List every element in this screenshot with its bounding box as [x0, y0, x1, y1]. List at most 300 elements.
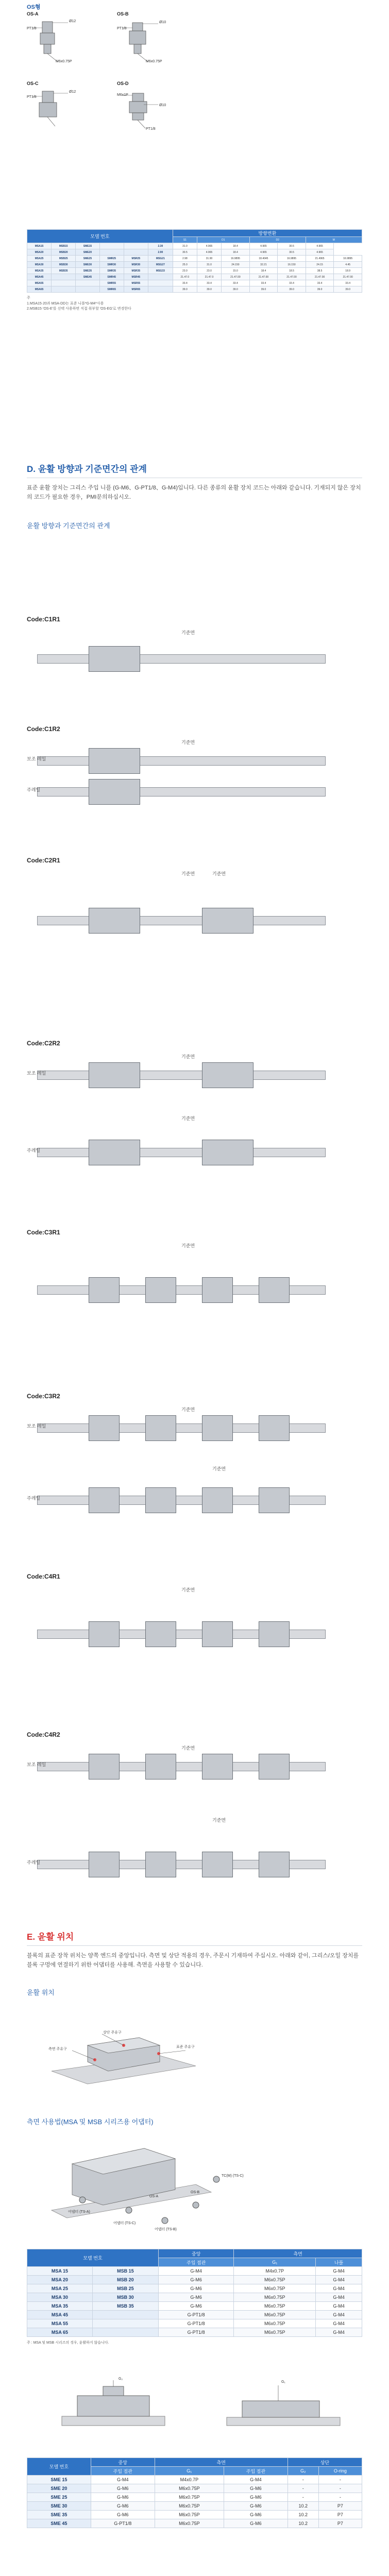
block	[202, 1140, 253, 1165]
model-cell	[52, 286, 76, 293]
table-cell: 15.0	[222, 268, 250, 274]
model-cell: MSB30	[52, 262, 76, 268]
block	[202, 1852, 233, 1877]
top-lube-drawing	[41, 2375, 350, 2447]
model-cell: SME 25	[27, 2493, 91, 2502]
col-header: G₁	[234, 2258, 316, 2267]
fitting-name: OS-D	[117, 81, 129, 86]
position-label: 측면 주유구	[48, 2047, 67, 2051]
model-cell	[76, 280, 99, 286]
table-cell: 33.4	[197, 280, 221, 286]
fitting-label: M6x0.75P	[56, 60, 72, 63]
table-cell: 30.5	[278, 243, 306, 249]
model-cell: MSB15	[52, 243, 76, 249]
block	[89, 908, 140, 934]
table-cell: G-M4	[316, 2267, 362, 2276]
block	[202, 1621, 233, 1647]
model-cell: MSB 30	[92, 2293, 158, 2302]
table-row	[27, 256, 362, 262]
block	[259, 1852, 290, 1877]
col-header: 측면	[155, 2458, 287, 2467]
table-cell: 18.4	[222, 249, 250, 256]
model-cell: MSA20	[27, 249, 52, 256]
dimension-table	[27, 229, 362, 312]
model-cell: SME45	[76, 274, 99, 280]
table-cell: 18.9	[334, 268, 362, 274]
table-row	[27, 2519, 362, 2528]
table-cell: 18.5	[278, 268, 306, 274]
block	[202, 908, 253, 934]
model-cell: MSR45	[124, 274, 148, 280]
model-cell	[52, 274, 76, 280]
table-cell: M6x0.75P	[234, 2302, 316, 2311]
table-cell: 30.5	[278, 249, 306, 256]
fitting-name: OS-C	[27, 81, 39, 86]
reference-face-label: 기준면	[212, 1466, 226, 1471]
fitting-name: OS-A	[27, 11, 39, 16]
fitting-os-a	[27, 11, 89, 71]
col-header: G₂	[287, 2467, 318, 2476]
table-cell: M4x0.7P	[234, 2267, 316, 2276]
reference-face-label: 기준면	[181, 1054, 195, 1059]
model-cell: MSB 35	[92, 2302, 158, 2311]
table-cell: 16.9895	[278, 256, 306, 262]
dim-label: G₁	[281, 2380, 285, 2384]
table-cell: 21.47.00	[278, 274, 306, 280]
lube-position-subtitle: 윤활 위치	[27, 1989, 55, 1997]
lube-table-sme	[27, 2458, 362, 2528]
table-cell: 39.0	[249, 286, 278, 293]
table-cell: 39.0	[306, 286, 334, 293]
adapter-label: OS-B	[191, 2191, 200, 2194]
block	[145, 1754, 176, 1780]
fitting-label: PT1/8	[117, 27, 127, 30]
table-cell: G-PT1/8	[159, 2319, 234, 2328]
model-cell	[148, 280, 173, 286]
table-cell: 31.0	[173, 243, 197, 249]
model-cell: MSA 45	[27, 2311, 93, 2319]
table-row	[27, 2476, 362, 2484]
code-diagram	[27, 725, 362, 823]
table-cell: M6x0.75P	[155, 2493, 224, 2502]
fitting-label: PT1/8	[27, 95, 37, 99]
table-cell: G-M6	[159, 2302, 234, 2311]
model-cell	[99, 249, 124, 256]
table-cell: G-M6	[224, 2502, 288, 2511]
position-label: 표준 주유구	[176, 2045, 195, 2049]
table-cell: G-M6	[224, 2484, 288, 2493]
col-header-model: 모델 번호	[27, 2458, 91, 2476]
block	[259, 1487, 290, 1513]
table-row	[27, 2511, 362, 2519]
adapter-label: 어댑터 (TS-A)	[68, 2210, 90, 2214]
model-cell: SMR25	[99, 256, 124, 262]
table-cell: G-PT1/8	[159, 2311, 234, 2319]
table-cell: 23.0	[173, 268, 197, 274]
table-row	[27, 268, 362, 274]
table-cell: M6x0.75P	[234, 2311, 316, 2319]
model-cell: MSR30	[124, 262, 148, 268]
table-row	[27, 274, 362, 280]
block	[202, 1754, 233, 1780]
reference-face-label: 기준면	[181, 630, 195, 635]
table-cell: P7	[318, 2502, 362, 2511]
table-note: 주 : MSA 및 MSB 시리즈의 경우, 윤활하지 않습니다.	[27, 2341, 109, 2345]
table-cell: 39.0	[173, 286, 197, 293]
fitting-label: M6x1P	[117, 93, 128, 97]
model-cell: MSA25	[27, 256, 52, 262]
block	[145, 1621, 176, 1647]
reference-face-label: 기준면	[181, 740, 195, 745]
model-cell: MSA15	[27, 243, 52, 249]
code-title: Code:C3R1	[27, 1229, 60, 1236]
table-row	[27, 2267, 362, 2276]
model-cell: SME 15	[27, 2476, 91, 2484]
table-cell: 10.2	[287, 2511, 318, 2519]
table-cell: 32.21	[249, 262, 278, 268]
code-diagram	[27, 1731, 362, 1896]
adapter-label: OS-A	[149, 2195, 159, 2198]
table-cell: G-M4	[159, 2267, 234, 2276]
table-cell: 33.4	[306, 280, 334, 286]
table-cell: 18.4045	[249, 256, 278, 262]
fitting-label: Ø12	[69, 20, 76, 23]
col-header-model: 모델 번호	[27, 2249, 159, 2267]
table-row	[27, 2502, 362, 2511]
table-cell: 10.2	[287, 2519, 318, 2528]
model-cell: SME 20	[27, 2484, 91, 2493]
model-cell	[92, 2319, 158, 2328]
table-cell: 33.4	[278, 280, 306, 286]
code-title: Code:C4R1	[27, 1573, 60, 1580]
model-cell: MSG21	[148, 256, 173, 262]
table-cell: P7	[318, 2511, 362, 2519]
model-cell: SME 45	[27, 2519, 91, 2528]
table-cell: M6x0.75P	[155, 2484, 224, 2493]
table-cell: G-M6	[224, 2511, 288, 2519]
col-header: 주입 접관	[91, 2467, 155, 2476]
note-line: 주	[27, 296, 30, 300]
code-diagram	[27, 1229, 362, 1342]
table-cell: 33.4	[334, 280, 362, 286]
col-header: O-ring	[318, 2467, 362, 2476]
table-cell: 23.0	[197, 268, 221, 274]
col-header: 중앙	[159, 2249, 234, 2258]
table-row	[27, 243, 362, 249]
table-row	[27, 280, 362, 286]
col-header: 주입 접관	[159, 2258, 234, 2267]
table-cell: 39.0	[334, 286, 362, 293]
reference-face-label: 기준면	[181, 1116, 195, 1121]
table-cell: G-M4	[316, 2319, 362, 2328]
model-cell: MSA 15	[27, 2267, 93, 2276]
block	[202, 1487, 233, 1513]
model-cell: MSA 55	[27, 2319, 93, 2328]
code-diagram	[27, 1393, 362, 1532]
col-header: G₁	[155, 2467, 224, 2476]
fitting-label: PT1/8	[146, 127, 156, 131]
table-cell: G-M6	[159, 2276, 234, 2284]
col-header: 주입 접관	[224, 2467, 288, 2476]
table-cell: 24.150	[222, 262, 250, 268]
table-row	[27, 249, 362, 256]
model-cell: MSA30	[27, 262, 52, 268]
model-cell: MSG27	[148, 262, 173, 268]
model-cell: 2.90	[148, 249, 173, 256]
model-cell: SME35	[76, 268, 99, 274]
section-e-body: 블록의 표준 장착 위치는 양쪽 엔드의 중앙입니다. 측면 및 상단 적용의 경우, 주문시 기재하여 주십시오. 아래와 같이, 그리스/오일 장치를 블록 구멍에 연결하기 위한 어댑터를 사용해. 측면을 사용할 수 있습니다.	[27, 1953, 359, 1969]
table-cell: 39.0	[197, 286, 221, 293]
table-row	[27, 2484, 362, 2493]
col-header: 상단	[287, 2458, 362, 2467]
model-cell: MSA35	[27, 268, 52, 274]
block	[259, 1621, 290, 1647]
note-line: 2.MSB15·'OS-E'를 선택 사용하면 직접 취부할 'OS-EG'로 변경한다	[27, 307, 131, 311]
table-cell: 21.4965	[306, 256, 334, 262]
model-cell: MSA 65	[27, 2328, 93, 2337]
table-cell: G-M4	[316, 2293, 362, 2302]
fitting-label: Ø10	[159, 104, 166, 107]
table-cell: 31.0	[197, 262, 221, 268]
model-cell: MSA 35	[27, 2302, 93, 2311]
table-cell: G-M6	[224, 2519, 288, 2528]
fitting-os-c	[27, 81, 89, 140]
code-title: Code:C3R2	[27, 1393, 60, 1400]
reference-face-label: 기준면	[181, 1745, 195, 1751]
adapter-figure	[41, 2133, 247, 2236]
dim-notes	[27, 296, 362, 312]
adapter-label: 어댑터 (TS-B)	[155, 2228, 177, 2231]
model-cell	[124, 243, 148, 249]
rail	[37, 916, 326, 925]
table-cell: M6x0.75P	[155, 2502, 224, 2511]
table-row	[27, 2319, 362, 2328]
table-cell: 33.4	[173, 280, 197, 286]
model-cell: MSB35	[52, 268, 76, 274]
model-cell: MSR25	[124, 256, 148, 262]
table-cell: M6x0.75P	[155, 2511, 224, 2519]
table-cell: G-M6	[159, 2293, 234, 2302]
table-cell: 39.0	[222, 286, 250, 293]
model-cell: SMR65	[99, 286, 124, 293]
table-cell: 21.47.0	[173, 274, 197, 280]
model-cell: MSA 20	[27, 2276, 93, 2284]
table-cell: 4.45	[334, 262, 362, 268]
lube-table-msa	[27, 2249, 362, 2345]
block	[89, 779, 140, 805]
block	[89, 1062, 140, 1088]
section-d-title: D. 윤활 방향과 기준면간의 관계	[27, 464, 147, 474]
fitting-os-b	[117, 11, 179, 71]
table-cell: M6x0.75P	[234, 2319, 316, 2328]
rail-label: 주레일	[27, 1860, 41, 1865]
model-cell: MSA45	[27, 274, 52, 280]
block	[202, 1277, 233, 1303]
col-header: D2	[249, 237, 306, 243]
table-cell: -	[318, 2476, 362, 2484]
model-cell: MSR35	[124, 268, 148, 274]
block	[89, 748, 140, 774]
rail-label: 보조 레일	[27, 1762, 46, 1767]
code-title: Code:C2R2	[27, 1040, 60, 1047]
block	[89, 1415, 120, 1441]
model-cell: MSA65	[27, 286, 52, 293]
lube-position-figure	[41, 2030, 206, 2097]
side-use-subtitle: 측면 사용법(MSA 및 MSB 시리즈용 어댑터)	[27, 2118, 154, 2126]
model-cell: MSB 25	[92, 2284, 158, 2293]
table-cell: 16.9895	[222, 256, 250, 262]
table-cell: M4x0.7P	[155, 2476, 224, 2484]
table-cell: G-M4	[316, 2302, 362, 2311]
reference-face-label: 기준면	[181, 871, 195, 876]
model-cell: MSA 30	[27, 2293, 93, 2302]
block	[89, 1140, 140, 1165]
model-cell: MSB25	[52, 256, 76, 262]
table-row	[27, 2302, 362, 2311]
model-cell: SME15	[76, 243, 99, 249]
table-cell: G-M4	[316, 2284, 362, 2293]
col-header: 중앙	[91, 2458, 155, 2467]
table-cell: 21.47.00	[222, 274, 250, 280]
block	[89, 1487, 120, 1513]
model-cell	[99, 243, 124, 249]
model-cell: SME20	[76, 249, 99, 256]
model-cell: MSB20	[52, 249, 76, 256]
table-cell: G-M4	[316, 2276, 362, 2284]
table-cell: 10.2	[287, 2502, 318, 2511]
top-lube-figure	[41, 2375, 350, 2447]
code-title: Code:C2R1	[27, 857, 60, 864]
code-title: Code:C1R2	[27, 725, 60, 733]
model-cell: MSA 25	[27, 2284, 93, 2293]
table-cell: 18.4	[249, 268, 278, 274]
model-cell: 2.30	[148, 243, 173, 249]
fitting-os-d	[117, 81, 179, 140]
adapter-label: TC(M) (TS-C)	[222, 2174, 244, 2178]
reference-face-label: 기준면	[212, 871, 226, 876]
rail-label: 주레일	[27, 1496, 41, 1501]
code-diagram	[27, 1040, 362, 1184]
col-header: M	[306, 237, 362, 243]
model-cell: SMR55	[99, 280, 124, 286]
table-cell: 33.4	[249, 280, 278, 286]
code-title: Code:C1R1	[27, 616, 60, 623]
table-cell: 4.965	[306, 243, 334, 249]
section-e	[27, 1929, 362, 1997]
table-cell: G-M6	[91, 2502, 155, 2511]
reference-face-label: 기준면	[181, 1243, 195, 1248]
model-cell: MSA55	[27, 280, 52, 286]
model-cell	[148, 286, 173, 293]
table-cell: 39.0	[278, 286, 306, 293]
fitting-os-c-drawing	[27, 86, 89, 138]
table-cell: 33.4	[222, 280, 250, 286]
fitting-label: M6x0.75P	[146, 60, 162, 63]
table-cell: 16.150	[278, 262, 306, 268]
model-cell	[52, 280, 76, 286]
model-cell: MSB 20	[92, 2276, 158, 2284]
table-row	[27, 2293, 362, 2302]
block	[259, 1754, 290, 1780]
table-cell: P7	[318, 2519, 362, 2528]
model-cell: MSR55	[124, 280, 148, 286]
model-cell	[92, 2328, 158, 2337]
table-cell: G-M6	[91, 2511, 155, 2519]
model-cell: SME25	[76, 256, 99, 262]
section-d-body: 표준 윤활 장치는 그리스 주입 니플 (G-M6、G-PT1/8、G-M4)입니다. 다른 종류의 윤활 장치 코드는 아래와 같습니다. 기재되지 않은 장치의 코드가 필요한 경우，PMI문의하십시오.	[27, 485, 361, 501]
table-row	[27, 2284, 362, 2293]
code-diagram	[27, 857, 362, 975]
reference-face-label: 기준면	[181, 1407, 195, 1412]
fitting-label: PT1/8	[27, 27, 37, 30]
model-cell: SMR35	[99, 268, 124, 274]
table-cell: 21.47.00	[334, 274, 362, 280]
table-cell: 18.4	[222, 243, 250, 249]
table-cell: 30.5	[173, 249, 197, 256]
rail	[37, 654, 326, 664]
model-cell: MSB 15	[92, 2267, 158, 2276]
rail-label: 보조 레일	[27, 756, 46, 761]
reference-face-label: 기준면	[212, 1818, 226, 1823]
rail-label: 주레일	[27, 1148, 41, 1153]
table-cell: G-M6	[224, 2493, 288, 2502]
table-cell: 24.15	[306, 262, 334, 268]
model-cell	[92, 2311, 158, 2319]
table-cell: 2.98	[173, 256, 197, 262]
block	[89, 1277, 120, 1303]
block	[145, 1415, 176, 1441]
rail	[37, 756, 326, 766]
model-cell: MSR65	[124, 286, 148, 293]
table-cell: M6x0.75P	[234, 2328, 316, 2337]
code-title: Code:C4R2	[27, 1731, 60, 1738]
adapter-label: 어댑터 (TS-C)	[113, 2222, 136, 2225]
block	[202, 1062, 253, 1088]
table-row	[27, 2493, 362, 2502]
section-d-subtitle: 윤활 방향과 기준면간의 관계	[27, 522, 110, 530]
block	[145, 1852, 176, 1877]
dim-label: G₂	[119, 2377, 123, 2381]
adapter-drawing	[41, 2133, 247, 2236]
table-cell: M6x0.75P	[234, 2276, 316, 2284]
page-title	[27, 2, 41, 11]
table-cell: -	[287, 2476, 318, 2484]
block	[89, 1852, 120, 1877]
table-cell: 21.47.00	[249, 274, 278, 280]
note-line: 1.MSA15·20과 MSA-DD는 표준 니플*G-M4*사용	[27, 301, 104, 306]
block	[89, 1621, 120, 1647]
table-cell: 21.47.0	[197, 274, 221, 280]
table-cell: 4.965	[306, 249, 334, 256]
block	[145, 1277, 176, 1303]
divider	[27, 1945, 362, 1946]
table-cell: -	[318, 2493, 362, 2502]
code-diagram	[27, 1573, 362, 1686]
col-header-group: 방향변환	[173, 230, 362, 237]
table-cell: M6x0.75P	[234, 2284, 316, 2293]
table-cell: -	[318, 2484, 362, 2493]
col-header-model: 모델 번호	[27, 230, 173, 243]
model-cell: SME30	[76, 262, 99, 268]
model-cell: MSG33	[148, 268, 173, 274]
table-cell: 16.9895	[334, 256, 362, 262]
model-cell	[148, 274, 173, 280]
table-cell: 4.965	[197, 249, 221, 256]
table-row	[27, 2276, 362, 2284]
fitting-label: Ø10	[159, 21, 166, 24]
block	[89, 1754, 120, 1780]
section-d	[27, 462, 362, 530]
